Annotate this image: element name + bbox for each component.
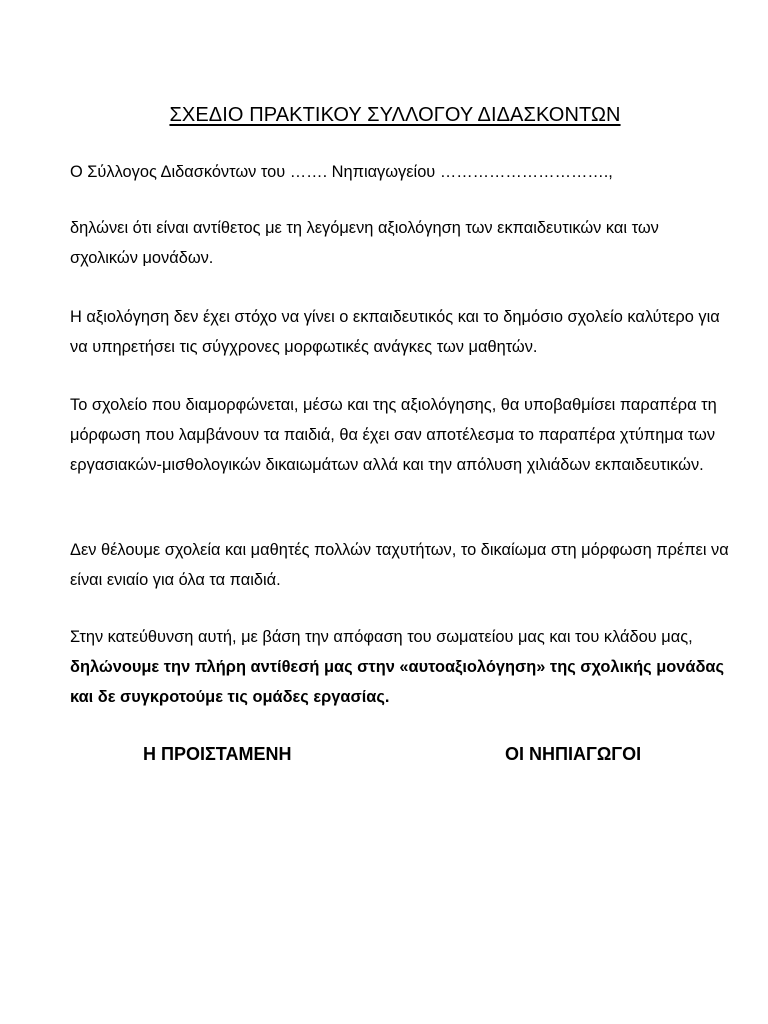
paragraph-evaluation-goal: Η αξιολόγηση δεν έχει στόχο να γίνει ο εκπαιδευτικός και το δημόσιο σχολείο καλύτερο για να υπηρετήσει τις σύγχρονες μορφωτικές ανάγκες των μαθητών. <box>70 308 720 356</box>
paragraph-school-consequences: Το σχολείο που διαμορφώνεται, μέσω και της αξιολόγησης, θα υποβαθμίσει παραπέρα τη μόρφωση που λαμβάνουν τα παιδιά, θα έχει σαν αποτέλεσμα το παραπέρα χτύπημα των εργασιακών-μισθολογικών δικαιωμάτων αλλά και την απόλυση χιλιάδων εκπαιδευτικών. <box>70 396 717 474</box>
signature-kindergarten-teachers: ΟΙ ΝΗΠΙΑΓΩΓΟΙ <box>505 744 642 764</box>
paragraph-declaration: δηλώνει ότι είναι αντίθετος με τη λεγόμενη αξιολόγηση των εκπαιδευτικών και των σχολικών μονάδων. <box>70 219 659 267</box>
paragraph-equal-education: Δεν θέλουμε σχολεία και μαθητές πολλών ταχυτήτων, το δικαίωμα στη μόρφωση πρέπει να είναι ενιαίο για όλα τα παιδιά. <box>70 541 729 589</box>
conclusion-bold-text: δηλώνουμε την πλήρη αντίθεσή μας στην «αυτοαξιολόγηση» της σχολικής μονάδας και δε συγκροτούμε τις ομάδες εργασίας. <box>70 658 725 706</box>
paragraph-conclusion <box>70 622 730 712</box>
conclusion-normal-text: Στην κατεύθυνση αυτή, με βάση την απόφαση του σωματείου μας και του κλάδου μας, <box>70 628 693 646</box>
signature-head-teacher: Η ΠΡΟΙΣΤΑΜΕΝΗ <box>143 744 292 764</box>
document-title: ΣΧΕΔΙΟ ΠΡΑΚΤΙΚΟΥ ΣΥΛΛΟΓΟΥ ΔΙΔΑΣΚΟΝΤΩΝ <box>169 104 621 126</box>
paragraph-intro: Ο Σύλλογος Διδασκόντων του ……. Νηπιαγωγείου …………………………., <box>70 163 613 181</box>
